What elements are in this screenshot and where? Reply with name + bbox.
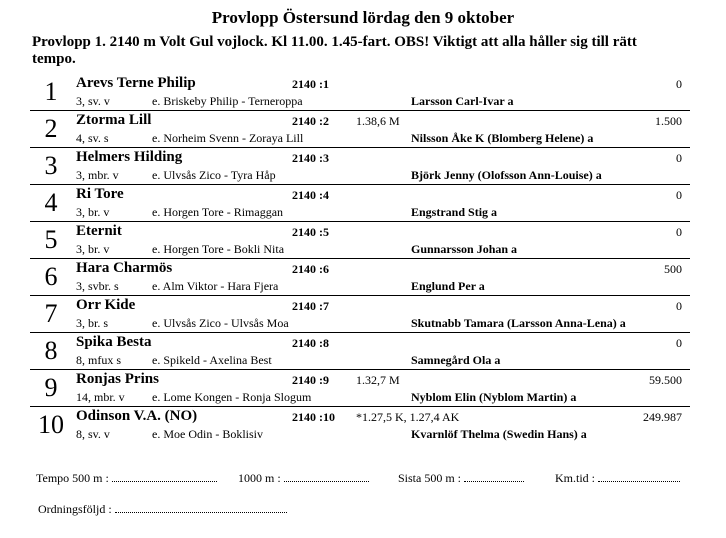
horse-name: Hara Charmös	[76, 260, 173, 276]
earnings: 0	[676, 336, 682, 350]
driver-trainer: Kvarnlöf Thelma (Swedin Hans) a	[411, 427, 587, 441]
pedigree: e. Ulvsås Zico - Ulvsås Moa	[152, 316, 289, 330]
horse-name: Eternit	[76, 223, 122, 239]
ordning-label: Ordningsföljd :	[38, 502, 112, 516]
sista-blank	[464, 471, 524, 482]
page-title: Provlopp Östersund lördag den 9 oktober	[211, 8, 515, 27]
driver-trainer: Englund Per a	[411, 279, 485, 293]
distance-track: 2140 :6	[292, 262, 329, 276]
ordning-blank	[115, 502, 287, 513]
earnings: 0	[676, 188, 682, 202]
driver-trainer: Engstrand Stig a	[411, 205, 498, 219]
distance-track: 2140 :9	[292, 373, 329, 387]
driver-trainer: Nilsson Åke K (Blomberg Helene) a	[411, 131, 594, 145]
entry-row	[30, 333, 690, 370]
earnings: 59.500	[649, 373, 682, 387]
pedigree: e. Norheim Svenn - Zoraya Lill	[152, 131, 304, 145]
horse-age-color-sex: 3, sv. v	[76, 94, 110, 108]
distance-track: 2140 :8	[292, 336, 329, 350]
distance-track: 2140 :4	[292, 188, 329, 202]
driver-trainer: Gunnarsson Johan a	[411, 242, 518, 256]
entry-row	[30, 259, 690, 296]
driver-trainer: Nyblom Elin (Nyblom Martin) a	[411, 390, 577, 404]
pedigree: e. Lome Kongen - Ronja Slogum	[152, 390, 312, 404]
distance-track: 2140 :5	[292, 225, 329, 239]
earnings: 249.987	[643, 410, 682, 424]
entry-row	[30, 370, 690, 407]
start-number: 3	[44, 151, 58, 180]
distance-track: 2140 :3	[292, 151, 329, 165]
kmtid-label: Km.tid :	[555, 471, 596, 485]
ordning-field	[38, 502, 287, 517]
start-number: 2	[44, 114, 58, 143]
sista-field	[398, 471, 524, 486]
entry-row	[30, 148, 690, 185]
distance-track: 2140 :10	[292, 410, 335, 424]
horse-name: Spika Besta	[76, 334, 152, 350]
entry-row	[30, 111, 690, 148]
m1000-label: 1000 m :	[238, 471, 281, 485]
pedigree: e. Horgen Tore - Rimaggan	[152, 205, 284, 219]
entry-row	[30, 222, 690, 259]
horse-name: Odinson V.A. (NO)	[76, 408, 198, 424]
start-number: 9	[44, 373, 58, 402]
horse-name: Helmers Hilding	[76, 149, 183, 165]
horse-age-color-sex: 8, mfux s	[76, 353, 121, 367]
pedigree: e. Horgen Tore - Bokli Nita	[152, 242, 285, 256]
start-number: 1	[44, 77, 58, 106]
entry-row	[30, 407, 690, 444]
distance-track: 2140 :2	[292, 114, 329, 128]
earnings: 1.500	[655, 114, 682, 128]
entry-row	[30, 74, 690, 111]
kmtid-blank	[598, 471, 680, 482]
distance-track: 2140 :7	[292, 299, 329, 313]
sista-label: Sista 500 m :	[398, 471, 462, 485]
tempo-label: Tempo 500 m :	[36, 471, 109, 485]
pedigree: e. Spikeld - Axelina Best	[152, 353, 272, 367]
start-number: 6	[44, 262, 58, 291]
tempo-blank	[112, 471, 217, 482]
earnings: 500	[664, 262, 682, 276]
horse-name: Ztorma Lill	[76, 112, 152, 128]
m1000-field	[238, 471, 369, 486]
horse-age-color-sex: 4, sv. s	[76, 131, 109, 145]
horse-age-color-sex: 3, br. v	[76, 242, 110, 256]
start-number: 7	[44, 299, 58, 328]
start-number: 10	[38, 410, 64, 439]
horse-age-color-sex: 8, sv. v	[76, 427, 110, 441]
start-number: 8	[44, 336, 58, 365]
pedigree: e. Briskeby Philip - Terneroppa	[152, 94, 303, 108]
driver-trainer: Skutnabb Tamara (Larsson Anna-Lena) a	[411, 316, 626, 330]
horse-age-color-sex: 3, mbr. v	[76, 168, 119, 182]
horse-age-color-sex: 3, br. v	[76, 205, 110, 219]
entries-list	[30, 74, 690, 444]
driver-trainer: Björk Jenny (Olofsson Ann-Louise) a	[411, 168, 602, 182]
record: *1.27,5 K, 1.27,4 AK	[356, 410, 460, 424]
horse-name: Ri Tore	[76, 186, 124, 202]
pedigree: e. Alm Viktor - Hara Fjera	[152, 279, 279, 293]
horse-age-color-sex: 3, br. s	[76, 316, 109, 330]
horse-name: Arevs Terne Philip	[76, 75, 196, 91]
distance-track: 2140 :1	[292, 77, 329, 91]
horse-name: Orr Kide	[76, 297, 136, 313]
kmtid-field	[555, 471, 680, 486]
earnings: 0	[676, 299, 682, 313]
pedigree: e. Moe Odin - Boklisiv	[152, 427, 263, 441]
race-info-line2: tempo.	[32, 51, 76, 67]
earnings: 0	[676, 225, 682, 239]
record: 1.38,6 M	[356, 114, 400, 128]
earnings: 0	[676, 77, 682, 91]
horse-age-color-sex: 14, mbr. v	[76, 390, 125, 404]
race-info-line1: Provlopp 1. 2140 m Volt Gul vojlock. Kl 11.00. 1.45-fart. OBS! Viktigt att alla håller sig till rätt	[32, 34, 637, 50]
race-info	[32, 34, 712, 68]
pedigree: e. Ulvsås Zico - Tyra Håp	[152, 168, 276, 182]
entry-row	[30, 296, 690, 333]
entry-row	[30, 185, 690, 222]
horse-name: Ronjas Prins	[76, 371, 159, 387]
start-number: 5	[44, 225, 58, 254]
m1000-blank	[284, 471, 369, 482]
earnings: 0	[676, 151, 682, 165]
start-number: 4	[44, 188, 58, 217]
driver-trainer: Larsson Carl-Ivar a	[411, 94, 514, 108]
driver-trainer: Samnegård Ola a	[411, 353, 501, 367]
horse-age-color-sex: 3, svbr. s	[76, 279, 119, 293]
tempo-field	[36, 471, 217, 486]
record: 1.32,7 M	[356, 373, 400, 387]
